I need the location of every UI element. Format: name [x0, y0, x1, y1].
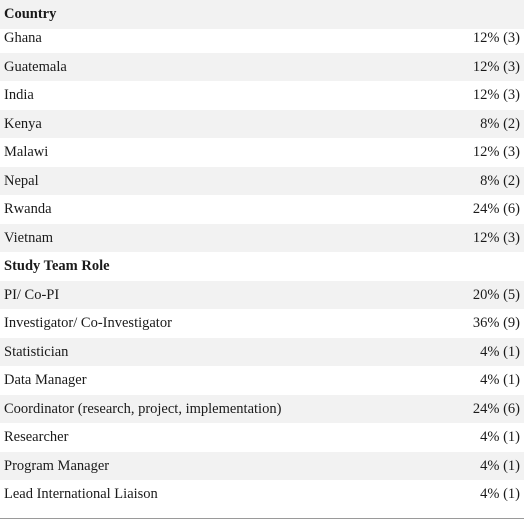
row-label: Ghana	[4, 30, 42, 47]
row-label: Nepal	[4, 172, 39, 189]
table-row	[0, 138, 524, 167]
table-row	[0, 167, 524, 196]
row-value: 20% (5)	[472, 286, 520, 303]
table-row	[0, 452, 524, 481]
row-value: 4% (1)	[480, 429, 520, 446]
row-label: PI/ Co-PI	[4, 286, 60, 303]
table-row	[0, 281, 524, 310]
row-label: Kenya	[4, 115, 42, 132]
table-row	[0, 195, 524, 224]
row-value: 4% (1)	[480, 486, 520, 503]
table-row	[0, 395, 524, 424]
section-header-study-team-role	[0, 252, 524, 281]
row-value: 8% (2)	[480, 172, 520, 189]
table-row	[0, 24, 524, 53]
row-value: 12% (3)	[472, 87, 520, 104]
table-bottom-rule	[0, 518, 524, 519]
row-value: 4% (1)	[480, 372, 520, 389]
row-label: Coordinator (research, project, implementation)	[4, 400, 282, 417]
section-title: Study Team Role	[4, 258, 110, 275]
row-label: Statistician	[4, 343, 69, 360]
table-row	[0, 423, 524, 452]
row-label: Malawi	[4, 144, 49, 161]
table-row	[0, 309, 524, 338]
row-value: 12% (3)	[472, 229, 520, 246]
row-label: Guatemala	[4, 58, 67, 75]
row-label: Researcher	[4, 429, 69, 446]
row-value: 36% (9)	[472, 315, 520, 332]
table-row	[0, 338, 524, 367]
section-title: Country	[4, 6, 57, 23]
table-row	[0, 53, 524, 82]
table-row	[0, 366, 524, 395]
row-label: Vietnam	[4, 229, 54, 246]
row-label: Lead International Liaison	[4, 486, 158, 503]
row-value: 4% (1)	[480, 343, 520, 360]
row-value: 12% (3)	[472, 58, 520, 75]
row-value: 24% (6)	[472, 400, 520, 417]
table-row	[0, 224, 524, 253]
row-value: 24% (6)	[472, 201, 520, 218]
row-label: Rwanda	[4, 201, 52, 218]
row-label: Program Manager	[4, 457, 110, 474]
row-label: Investigator/ Co-Investigator	[4, 315, 172, 332]
row-value: 4% (1)	[480, 457, 520, 474]
row-value: 12% (3)	[472, 144, 520, 161]
table-row	[0, 81, 524, 110]
table-row	[0, 480, 524, 509]
row-value: 8% (2)	[480, 115, 520, 132]
row-label: Data Manager	[4, 372, 87, 389]
table-row	[0, 110, 524, 139]
row-label: India	[4, 87, 34, 104]
row-value: 12% (3)	[472, 30, 520, 47]
